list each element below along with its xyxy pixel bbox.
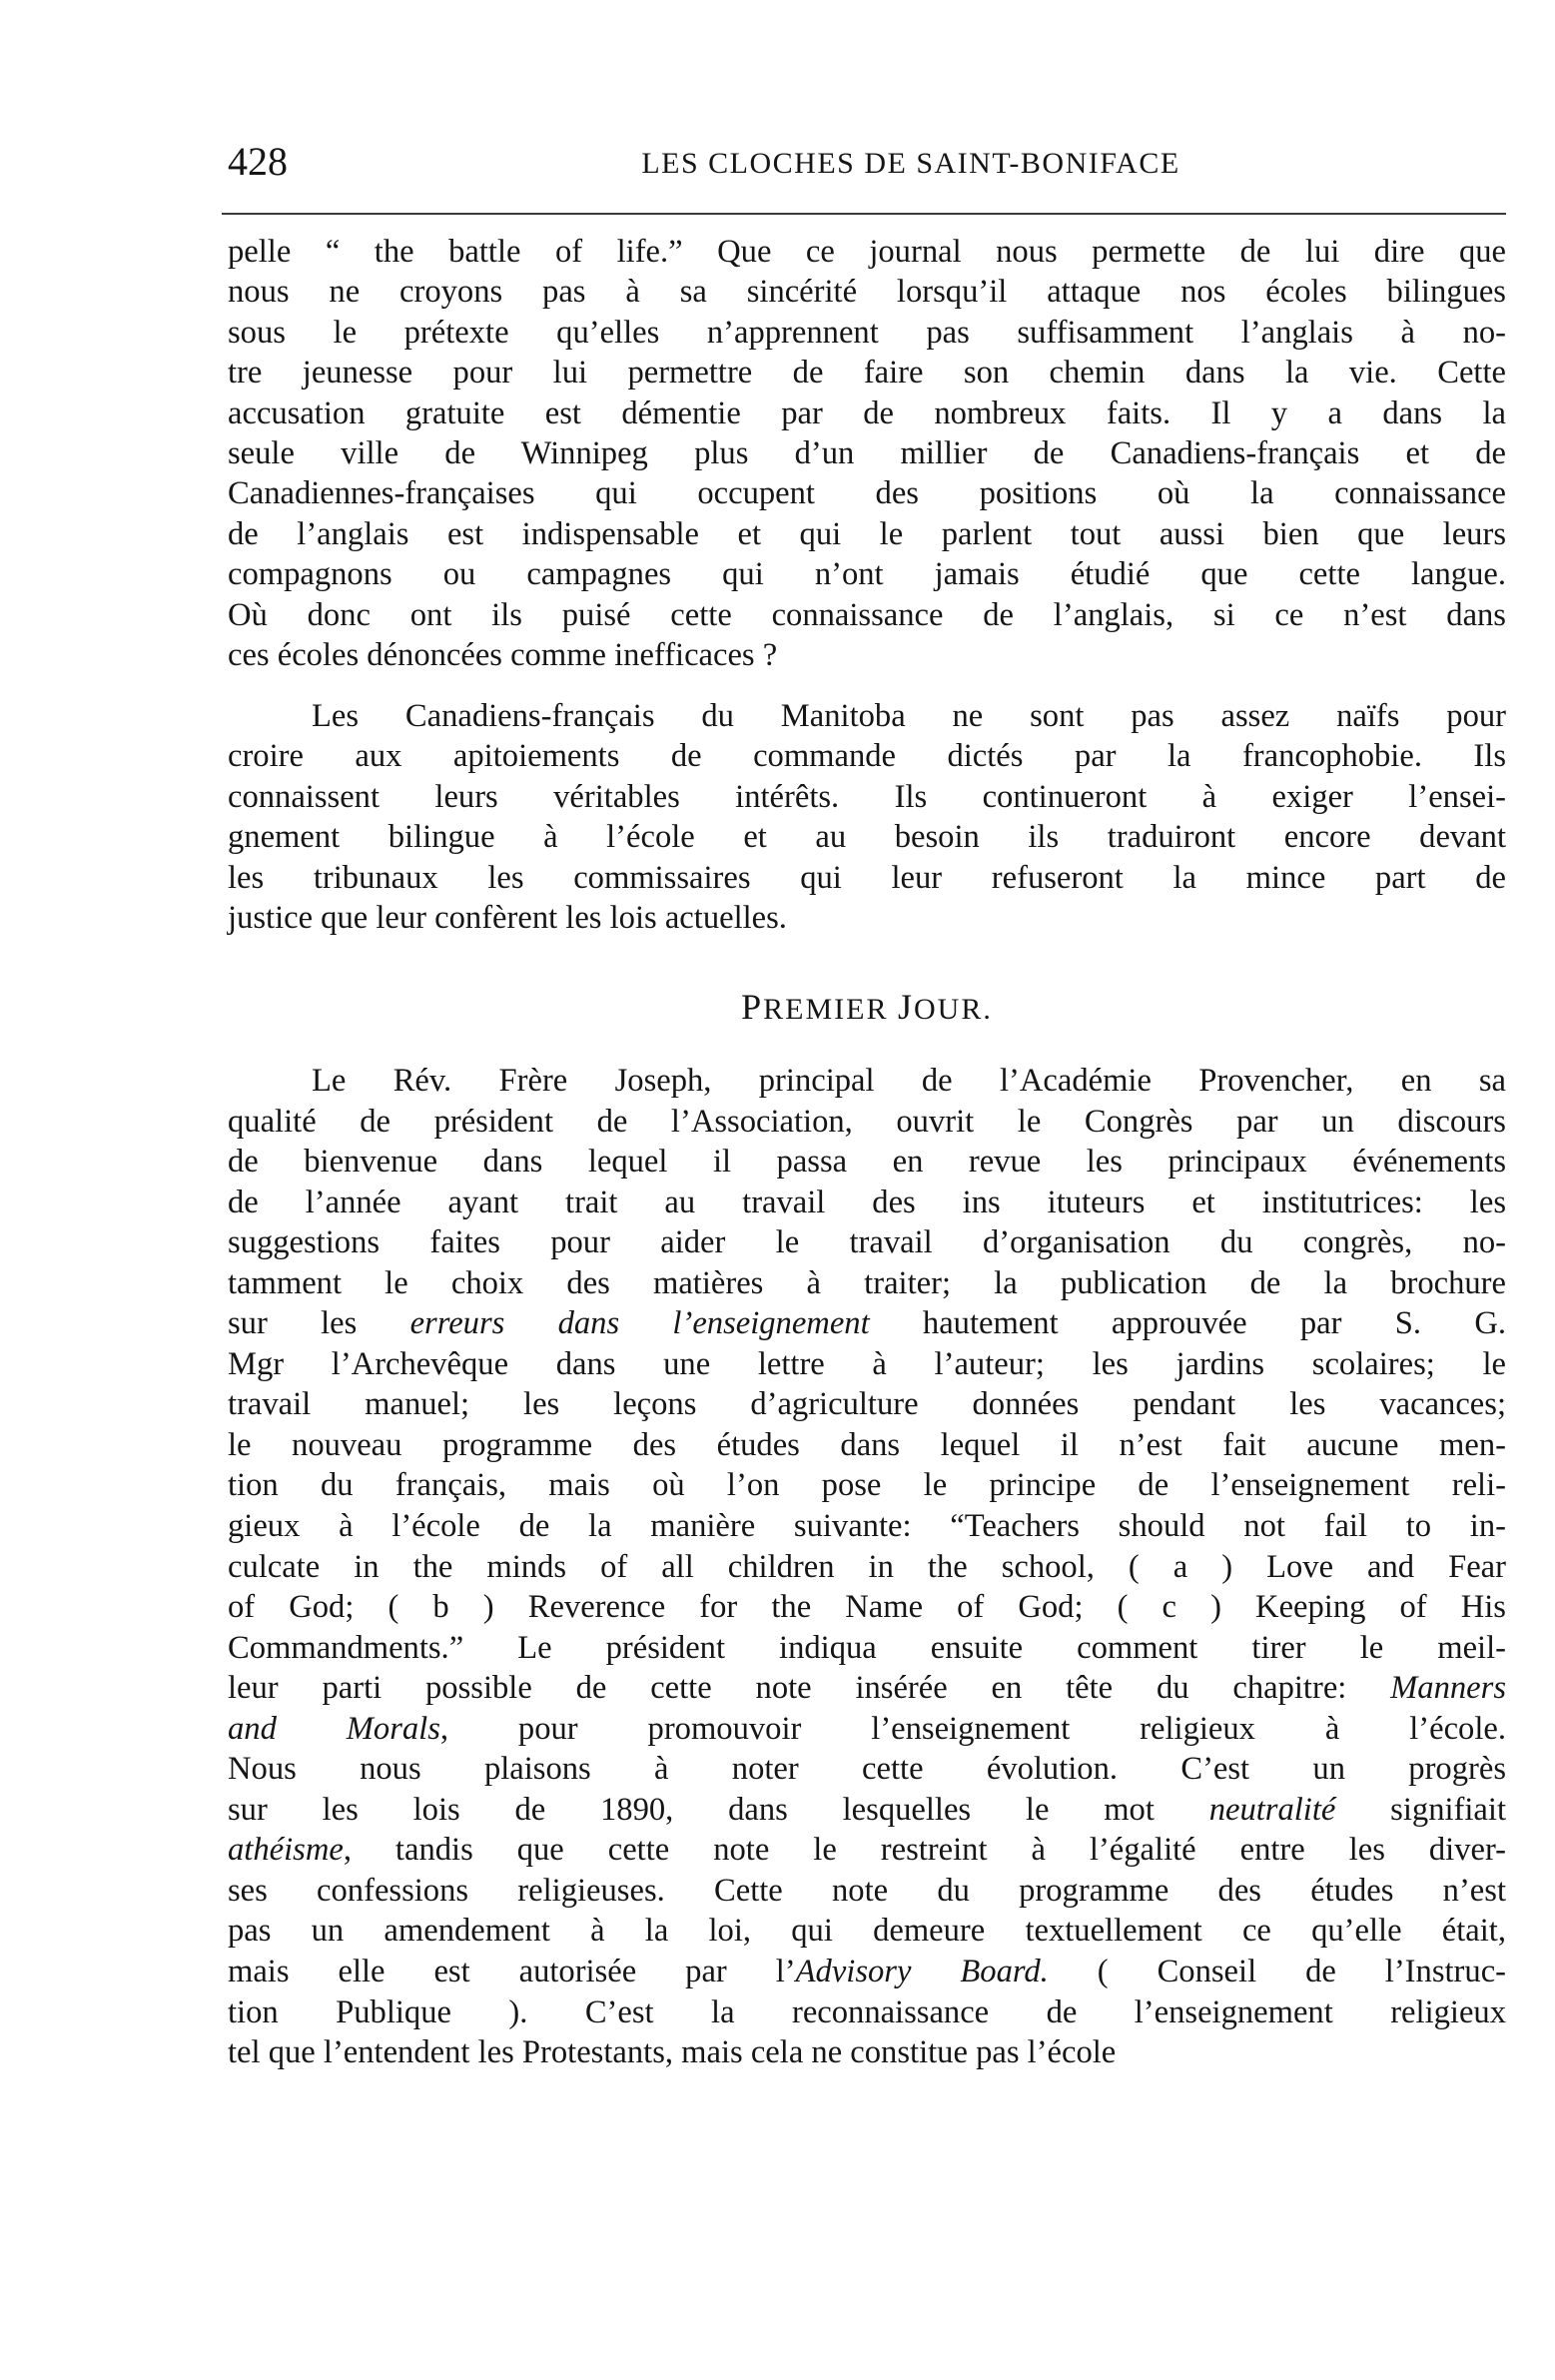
text-line: Commandments.” Le président indiqua ensuite comment tirer le meil- (228, 1629, 1506, 1666)
text-line: sur les erreurs dans l’enseignement hautement approuvée par S. G. (228, 1305, 1506, 1342)
text-line: tamment le choix des matières à traiter; la publication de la brochure (228, 1264, 1506, 1301)
text-line: tre jeunesse pour lui permettre de faire son chemin dans la vie. Cette (228, 355, 1506, 392)
italic-text: athéisme (228, 1832, 344, 1869)
text-line: gnement bilingue à l’école et au besoin ils traduiront encore devant (228, 819, 1506, 856)
paragraph-3 (228, 1061, 1506, 2073)
text-line: Le Rév. Frère Joseph, principal de l’Académie Provencher, en sa (312, 1063, 1506, 1099)
text-line: pas un amendement à la loi, qui demeure textuellement ce qu’elle était, (228, 1913, 1506, 1950)
heading-cap-1: P (741, 987, 764, 1027)
italic-text: erreurs dans l’enseignement (409, 1305, 870, 1342)
text-line: compagnons ou campagnes qui n’ont jamais étudié que cette langue. (228, 556, 1506, 593)
paragraph-1 (228, 232, 1506, 675)
italic-text: Manners (1390, 1670, 1506, 1707)
heading-cap-2: J (898, 987, 915, 1027)
text-line: athéisme, tandis que cette note le restreint à l’égalité entre les diver- (228, 1832, 1506, 1869)
running-title: LES CLOCHES DE SAINT-BONIFACE (641, 147, 1180, 180)
text-line: Nous nous plaisons à noter cette évolution. C’est un progrès (228, 1751, 1506, 1788)
text-line: le nouveau programme des études dans lequel il n’est fait aucune men- (228, 1426, 1506, 1463)
italic-text: Advisory Board. (795, 1954, 1049, 1990)
text-line: accusation gratuite est démentie par de nombreux faits. Il y a dans la (228, 395, 1506, 431)
text-line: nous ne croyons pas à sa sincérité lorsqu’il attaque nos écoles bilingues (228, 274, 1506, 311)
text-line: ses confessions religieuses. Cette note du programme des études n’est (228, 1872, 1506, 1909)
text-line: seule ville de Winnipeg plus d’un millier de Canadiens-français et de (228, 434, 1506, 471)
page-header (228, 132, 1504, 192)
text-line: Où donc ont ils puisé cette connaissance de l’anglais, si ce n’est dans (228, 596, 1506, 633)
italic-text: and Morals (228, 1710, 440, 1747)
text-line: tel que l’entendent les Protestants, mais cela ne constitue pas l’école (228, 2034, 1117, 2071)
text-line: Les Canadiens-français du Manitoba ne sont pas assez naïfs pour (312, 698, 1506, 734)
paragraph-2 (228, 696, 1506, 938)
text-line: suggestions faites pour aider le travail d’organisation du congrès, no- (228, 1224, 1506, 1261)
header-rule (222, 213, 1506, 215)
text-line: les tribunaux les commissaires qui leur refuseront la mince part de (228, 859, 1506, 896)
text-line: sur les lois de 1890, dans lesquelles le mot neutralité signifiait (228, 1791, 1506, 1828)
text-line: of God; ( b ) Reverence for the Name of God; ( c ) Keeping of His (228, 1589, 1506, 1626)
text-line: qualité de président de l’Association, ouvrit le Congrès par un discours (228, 1103, 1506, 1140)
italic-text: neutralité (1208, 1791, 1336, 1828)
text-line: and Morals, pour promouvoir l’enseignement religieux à l’école. (228, 1710, 1506, 1747)
text-line: mais elle est autorisée par l’Advisory Board. ( Conseil de l’Instruc- (228, 1954, 1506, 1990)
text-line: sous le prétexte qu’elles n’apprennent pas suffisamment l’anglais à no- (228, 314, 1506, 351)
text-line: gieux à l’école de la manière suivante: “Teachers should not fail to in- (228, 1508, 1506, 1545)
text-line: Mgr l’Archevêque dans une lettre à l’auteur; les jardins scolaires; le (228, 1345, 1506, 1382)
text-line: de l’anglais est indispensable et qui le parlent tout aussi bien que leurs (228, 515, 1506, 552)
text-line: de l’année ayant trait au travail des ins ituteurs et institutrices: les (228, 1184, 1506, 1220)
text-line: travail manuel; les leçons d’agriculture données pendant les vacances; (228, 1386, 1506, 1423)
text-line: tion du français, mais où l’on pose le principe de l’enseignement reli- (228, 1467, 1506, 1504)
text-line: connaissent leurs véritables intérêts. Ils continueront à exiger l’ensei- (228, 778, 1506, 815)
text-line: tion Publique ). C’est la reconnaissance de l’enseignement religieux (228, 1993, 1506, 2030)
text-line: croire aux apitoiements de commande dictés par la francophobie. Ils (228, 738, 1506, 775)
page-number: 428 (228, 139, 288, 184)
section-heading (228, 987, 1506, 1030)
text-line: leur parti possible de cette note insérée en tête du chapitre: Manners (228, 1670, 1506, 1707)
text-line: justice que leur confèrent les lois actuelles. (228, 899, 787, 936)
heading-rest-2: OUR. (914, 993, 993, 1026)
text-line: pelle “ the battle of life.” Que ce journal nous permette de lui dire que (228, 234, 1506, 270)
text-line: culcate in the minds of all children in the school, ( a ) Love and Fear (228, 1548, 1506, 1585)
text-line: ces écoles dénoncées comme inefficaces ? (228, 636, 778, 673)
heading-rest-1: REMIER (763, 993, 898, 1026)
text-line: Canadiennes-françaises qui occupent des positions où la connaissance (228, 475, 1506, 512)
text-line: de bienvenue dans lequel il passa en revue les principaux événements (228, 1144, 1506, 1181)
